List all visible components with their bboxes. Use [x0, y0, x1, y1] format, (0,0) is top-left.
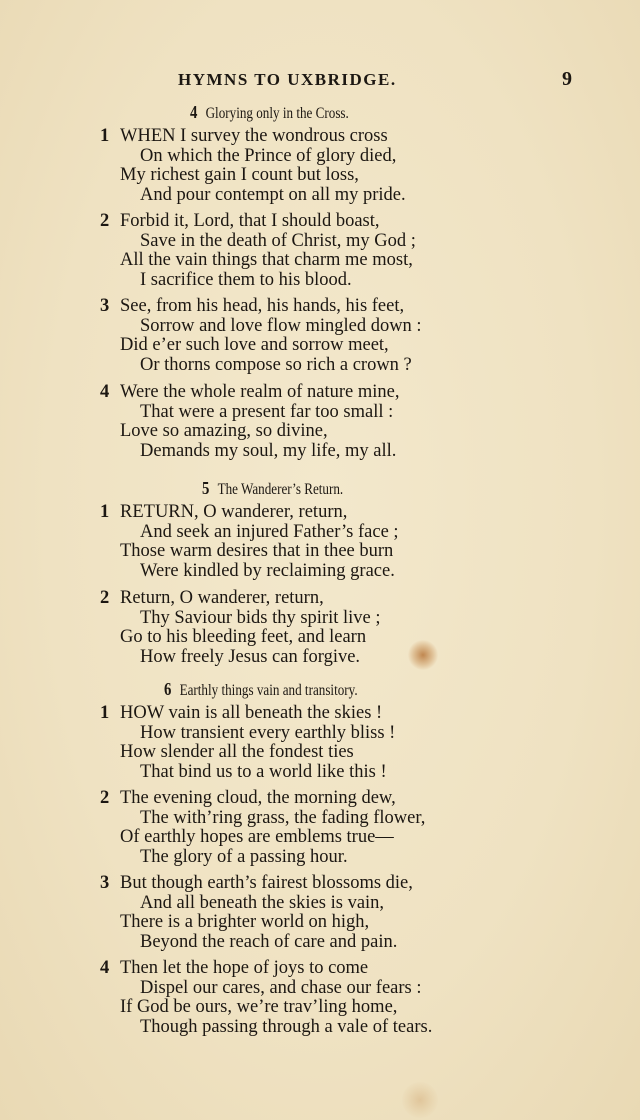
running-head: HYMNS TO UXBRIDGE. — [178, 70, 397, 89]
verse-number: 2 — [100, 211, 110, 231]
verse-line: Forbid it, Lord, that I should boast, — [120, 211, 380, 231]
verse-line: The glory of a passing hour. — [140, 846, 348, 867]
verse-line: That were a present far too small : — [140, 401, 394, 422]
verse-line: Beyond the reach of care and pain. — [140, 931, 398, 952]
verse-line: Then let the hope of joys to come — [120, 958, 369, 978]
hymn-heading — [190, 102, 349, 123]
verse-line: On which the Prince of glory died, — [140, 145, 397, 166]
verse-lines — [120, 297, 422, 375]
verse-line: And seek an injured Father’s face ; — [140, 521, 399, 542]
verse-line: All the vain things that charm me most, — [120, 250, 413, 270]
hymn-number: 6 — [164, 679, 172, 699]
verse-line: But though earth’s fairest blossoms die, — [120, 873, 413, 893]
verse-line: Love so amazing, so divine, — [120, 421, 328, 441]
verse-line: How transient every earthly bliss ! — [140, 722, 396, 743]
verse-line: HOW vain is all beneath the skies ! — [120, 703, 383, 723]
hymn-heading — [202, 478, 343, 499]
verse-line: Were the whole realm of nature mine, — [120, 382, 400, 402]
hymn-title: The Wanderer’s Return. — [217, 481, 344, 498]
verse-line: See, from his head, his hands, his feet, — [120, 296, 405, 316]
verse-line: And pour contempt on all my pride. — [140, 184, 406, 205]
hymn-number: 5 — [202, 478, 210, 498]
verse-line: Dispel our cares, and chase our fears : — [140, 977, 422, 998]
verse-line: Thy Saviour bids thy spirit live ; — [140, 607, 381, 628]
verse-line: Of earthly hopes are emblems true— — [120, 827, 394, 847]
verse-number: 1 — [100, 126, 110, 146]
verse-number: 2 — [100, 588, 110, 608]
verse-lines — [120, 212, 416, 290]
verse-number: 1 — [100, 502, 110, 522]
verse-number: 4 — [100, 382, 110, 402]
hymn-number: 4 — [190, 102, 198, 122]
verse-number: 3 — [100, 296, 110, 316]
verse-lines — [120, 704, 395, 782]
verse-line: There is a brighter world on high, — [120, 912, 370, 932]
verse-line: Did e’er such love and sorrow meet, — [120, 335, 389, 355]
verse-line: I sacrifice them to his blood. — [140, 269, 352, 290]
verse-line: How freely Jesus can forgive. — [140, 646, 361, 667]
verse-lines — [120, 127, 406, 205]
verse-line: Those warm desires that in thee burn — [120, 541, 394, 561]
paper-stain — [402, 1082, 438, 1118]
verse-lines — [120, 789, 425, 867]
verse-lines — [120, 874, 413, 952]
verse-number: 4 — [100, 958, 110, 978]
verse-line: That bind us to a world like this ! — [140, 761, 387, 782]
page-number: 9 — [562, 68, 572, 90]
verse-line: And all beneath the skies is vain, — [140, 892, 385, 913]
verse-line: Or thorns compose so rich a crown ? — [140, 354, 412, 375]
ink-stain — [408, 640, 438, 670]
verse-line: If God be ours, we’re trav’ling home, — [120, 997, 398, 1017]
verse-line: WHEN I survey the wondrous cross — [120, 126, 388, 146]
hymn-title: Glorying only in the Cross. — [205, 105, 349, 122]
verse-line: Return, O wanderer, return, — [120, 588, 324, 608]
verse-number: 3 — [100, 873, 110, 893]
verse-line: How slender all the fondest ties — [120, 742, 354, 762]
verse-line: My richest gain I count but loss, — [120, 165, 359, 185]
verse-line: Save in the death of Christ, my God ; — [140, 230, 416, 251]
verse-line: Were kindled by reclaiming grace. — [140, 560, 395, 581]
hymn-heading — [164, 679, 358, 700]
verse-line: Go to his bleeding feet, and learn — [120, 627, 367, 647]
verse-lines — [120, 383, 400, 461]
verse-line: Though passing through a vale of tears. — [140, 1016, 433, 1037]
verse-number: 2 — [100, 788, 110, 808]
verse-line: The evening cloud, the morning dew, — [120, 788, 396, 808]
verse-lines — [120, 959, 432, 1037]
verse-line: The with’ring grass, the fading flower, — [140, 807, 426, 828]
verse-line: Demands my soul, my life, my all. — [140, 440, 397, 461]
verse-lines — [120, 503, 399, 581]
verse-lines — [120, 589, 381, 667]
verse-line: Sorrow and love flow mingled down : — [140, 315, 422, 336]
hymn-title: Earthly things vain and transitory. — [179, 682, 358, 699]
verse-line: RETURN, O wanderer, return, — [120, 502, 348, 522]
verse-number: 1 — [100, 703, 110, 723]
